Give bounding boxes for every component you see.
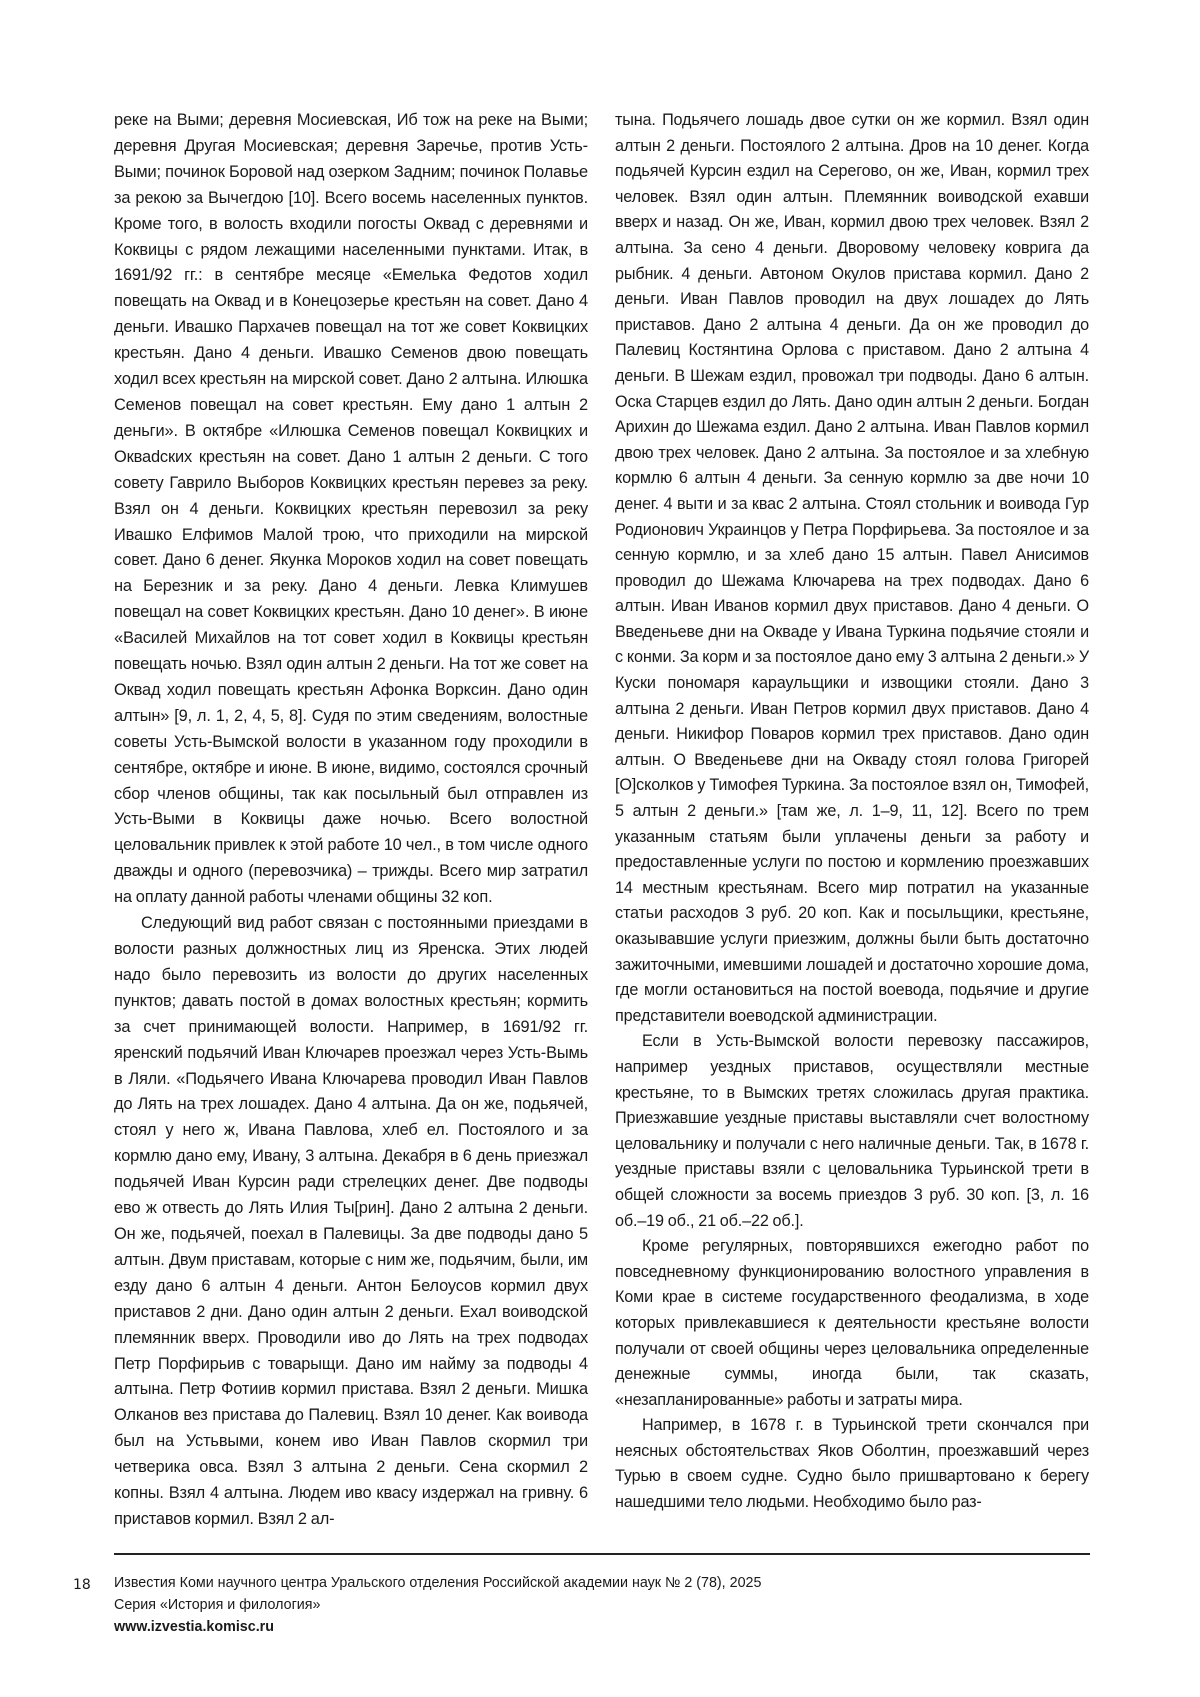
paragraph: Кроме регулярных, повторявшихся ежегодно работ по повседневному функционированию волостного управления в Коми крае в системе государственного феодализма, в ходе которых привлекавшиеся к деятельности крестьяне волости получали от своей общины через целовальника определенные денежные суммы, иногда были, так сказать, «незапланированные» работы и затраты мира.	[615, 1237, 1089, 1409]
footer	[114, 1572, 1074, 1638]
paragraph: Например, в 1678 г. в Турьинской трети скончался при неясных обстоятельствах Яков Оболтин, проезжавший через Турью в своем судне. Судно было пришвартовано к берегу нашедшими тело людьми. Необходимо было раз-	[615, 1416, 1089, 1512]
paragraph: реке на Выми; деревня Мосиевская, Иб тож на реке на Выми; деревня Другая Мосиевская; деревня Заречье, против Усть-Выми; починок Боровой над озерком Задним; починок Полавье за рекою за Вычегдою [10]. Всего восемь населенных пунктов. Кроме того, в волость входили погосты Оквад с деревнями и Коквицы с рядом лежащими населенными пунктами. Итак, в 1691/92 гг.: в сентябре месяце «Емелька Федотов ходил повещать на Оквад и в Конецозерье крестьян на совет. Дано 4 деньги. Ивашко Пархачев повещал на тот же совет Коквицких крестьян. Дано 4 деньги. Ивашко Семенов двою повещать ходил всех крестьян на мирской совет. Дано 2 алтына. Илюшка Семенов повещал на совет крестьян. Ему дано 1 алтын 2 деньги». В октябре «Илюшка Семенов повещал Коквицких и Окваdских крестьян на совет. Дано 1 алтын 2 деньги. С того совету Гаврило Выборов Коквицких крестьян перевез за реку. Взял он 4 деньги. Коквицких крестьян перевозил за реку Ивашко Елфимов Малой трою, что приходили на мирской совет. Дано 6 денег. Якунка Мороков ходил на совет повещать на Березник и за реку. Дано 4 деньги. Левка Климушев повещал на совет Коквицких крестьян. Дано 10 денег». В июне «Василей Михайлов на тот совет ходил в Коквицы крестьян повещать ночью. Взял один алтын 2 деньги. На тот же совет на Оквад ходил повещать крестьян Афонка Ворксин. Дано один алтын» [9, л. 1, 2, 4, 5, 8]. Судя по этим сведениям, волостные советы Усть-Вымской волости в указанном году проходили в сентябре, октябре и июне. В июне, видимо, состоялся срочный сбор членов общины, так как посыльный был отправлен из Усть-Выми в Коквицы даже ночью. Всего волостной целовальник привлек к этой работе 10 чел., в том числе одного дважды и одного (перевозчика) – трижды. Всего мир затратил на оплату данной работы членами общины 32 коп.	[114, 111, 588, 907]
page-number: 18	[73, 1577, 91, 1593]
paragraph: Следующий вид работ связан с постоянными приездами в волости разных должностных лиц из Яренска. Этих людей надо было перевозить из волости до других населенных пунктов; давать постой в домах волостных крестьян; кормить за счет принимающей волости. Например, в 1691/92 гг. яренский подьячий Иван Ключарев проезжал через Усть-Вымь в Ляли. «Подьячего Ивана Ключарева проводил Иван Павлов до Лять на трех лошадех. Дано 4 алтына. Да он же, подьячей, стоял у него ж, Ивана Павлова, хлеб ел. Постоялого и за кормлю дано ему, Ивану, 3 алтына. Декабря в 6 день приезжал подьячей Иван Курсин ради стрелецких денег. Две подводы ево ж отвесть до Лять Илия Ты[рин]. Дано 2 алтына 2 деньги. Он же, подьячей, поехал в Палевицы. За две подводы дано 5 алтын. Двум приставам, которые с ним же, подьячим, были, им езду дано 6 алтын 4 деньги. Антон Белоусов кормил двух приставов 2 дни. Дано один алтын 2 деньги. Ехал воиводской племянник вверх. Проводили иво до Лять на трех подводах Петр Порфирьив с товарыщи. Дано им найму за подводы 4 алтына. Петр Фотиив кормил пристава. Взял 2 деньги. Мишка Олканов вез пристава до Палевиц. Взял 10 денег. Как воивода был на Устьвыми, конем иво Иван Павлов скормил три четверика овса. Взял 3 алтына 2 деньги. Сена скормил 2 копны. Взял 4 алтына. Людем иво квасу издержал на гривну. 6 приставов кормил. Взял 2 ал-	[114, 914, 588, 1528]
text-column-right	[615, 108, 1089, 1516]
paragraph: Если в Усть-Вымской волости перевозку пассажиров, например уездных приставов, осуществляли местные крестьяне, то в Вымских третях сложилась другая практика. Приезжавшие уездные приставы выставляли счет волостному целовальнику и получали с него наличные деньги. Так, в 1678 г. уездные приставы взяли с целовальника Турьинской трети в общей сложности за восемь приездов 3 руб. 30 коп. [3, л. 16 об.–19 об., 21 об.–22 об.].	[615, 1032, 1089, 1230]
footer-divider	[114, 1553, 1090, 1555]
journal-title: Известия Коми научного центра Уральского отделения Российской академии наук № 2 (78), 2025	[114, 1575, 762, 1591]
text-column-left	[114, 108, 588, 1533]
paragraph: тына. Подьячего лошадь двое сутки он же кормил. Взял один алтын 2 деньги. Постоялого 2 алтына. Дров на 10 денег. Когда подьячей Курсин ездил на Серегово, он же, Иван, кормил трех человек. Взял один алтын. Племянник воиводской ехавши вверх и назад. Он же, Иван, кормил двою трех человек. Взял 2 алтына. За сено 4 деньги. Двоpовому человеку коврига да рыбник. 4 деньги. Автоном Окулов пристава кормил. Дано 2 деньги. Иван Павлов проводил на двух лошадех до Лять приставов. Дано 2 алтына 4 деньги. Да он же проводил до Палевиц Костянтина Орлова с приставом. Дано 2 алтына 4 деньги. В Шежам ездил, провожал три подводы. Дано 6 алтын. Оска Старцев ездил до Лять. Дано один алтын 2 деньги. Богдан Арихин до Шежама ездил. Дано 2 алтына. Иван Павлов кормил двою трех человек. Дано 2 алтына. За постоялое и за хлебную кормлю 6 алтын 4 деньги. За сенную кормлю за две ночи 10 денег. 4 выти и за квас 2 алтына. Стоял стольник и воивода Гур Родионович Украинцов у Петра Порфирьева. За постоялое и за сенную кормлю, и за хлеб дано 15 алтын. Павел Анисимов проводил до Шежама Ключарева на трех подводах. Дано 6 алтын. Иван Иванов кормил двух приставов. Дано 4 деньги. О Введеньеве дни на Окваде у Ивана Туркина подьячие стояли и с конми. За корм и за постоялое дано ему 3 алтына 2 деньги.» У Куски пономаря карaульщики и извощики стояли. Дано 3 алтына 2 деньги. Иван Петров кормил двух приставов. Дано 4 деньги. Никифор Поваров кормил трех приставов. Дано один алтын. О Введеньеве дни на Окваду стоял голова Григорей [О]сколков у Тимофея Туркина. За постоялое взял он, Тимофей, 5 алтын 2 деньги.» [там же, л. 1–9, 11, 12]. Всего по трем указанным статьям были уплачены деньги за работу и предоставленные услуги по постою и кормлению проезжавших 14 местным крестьянам. Всего мир потратил на указанные статьи расходов 3 руб. 20 коп. Как и посыльщики, крестьяне, оказывавшие услуги приезжим, должны были быть достаточно зажиточными, имевшими лошадей и достаточно хорошие дома, где могли остановиться на постой воевода, подьячие и другие представители воеводской администрации.	[615, 111, 1089, 1025]
journal-series: Серия «История и филология»	[114, 1597, 321, 1613]
journal-url-link[interactable]: www.izvestia.komisc.ru	[114, 1619, 274, 1635]
